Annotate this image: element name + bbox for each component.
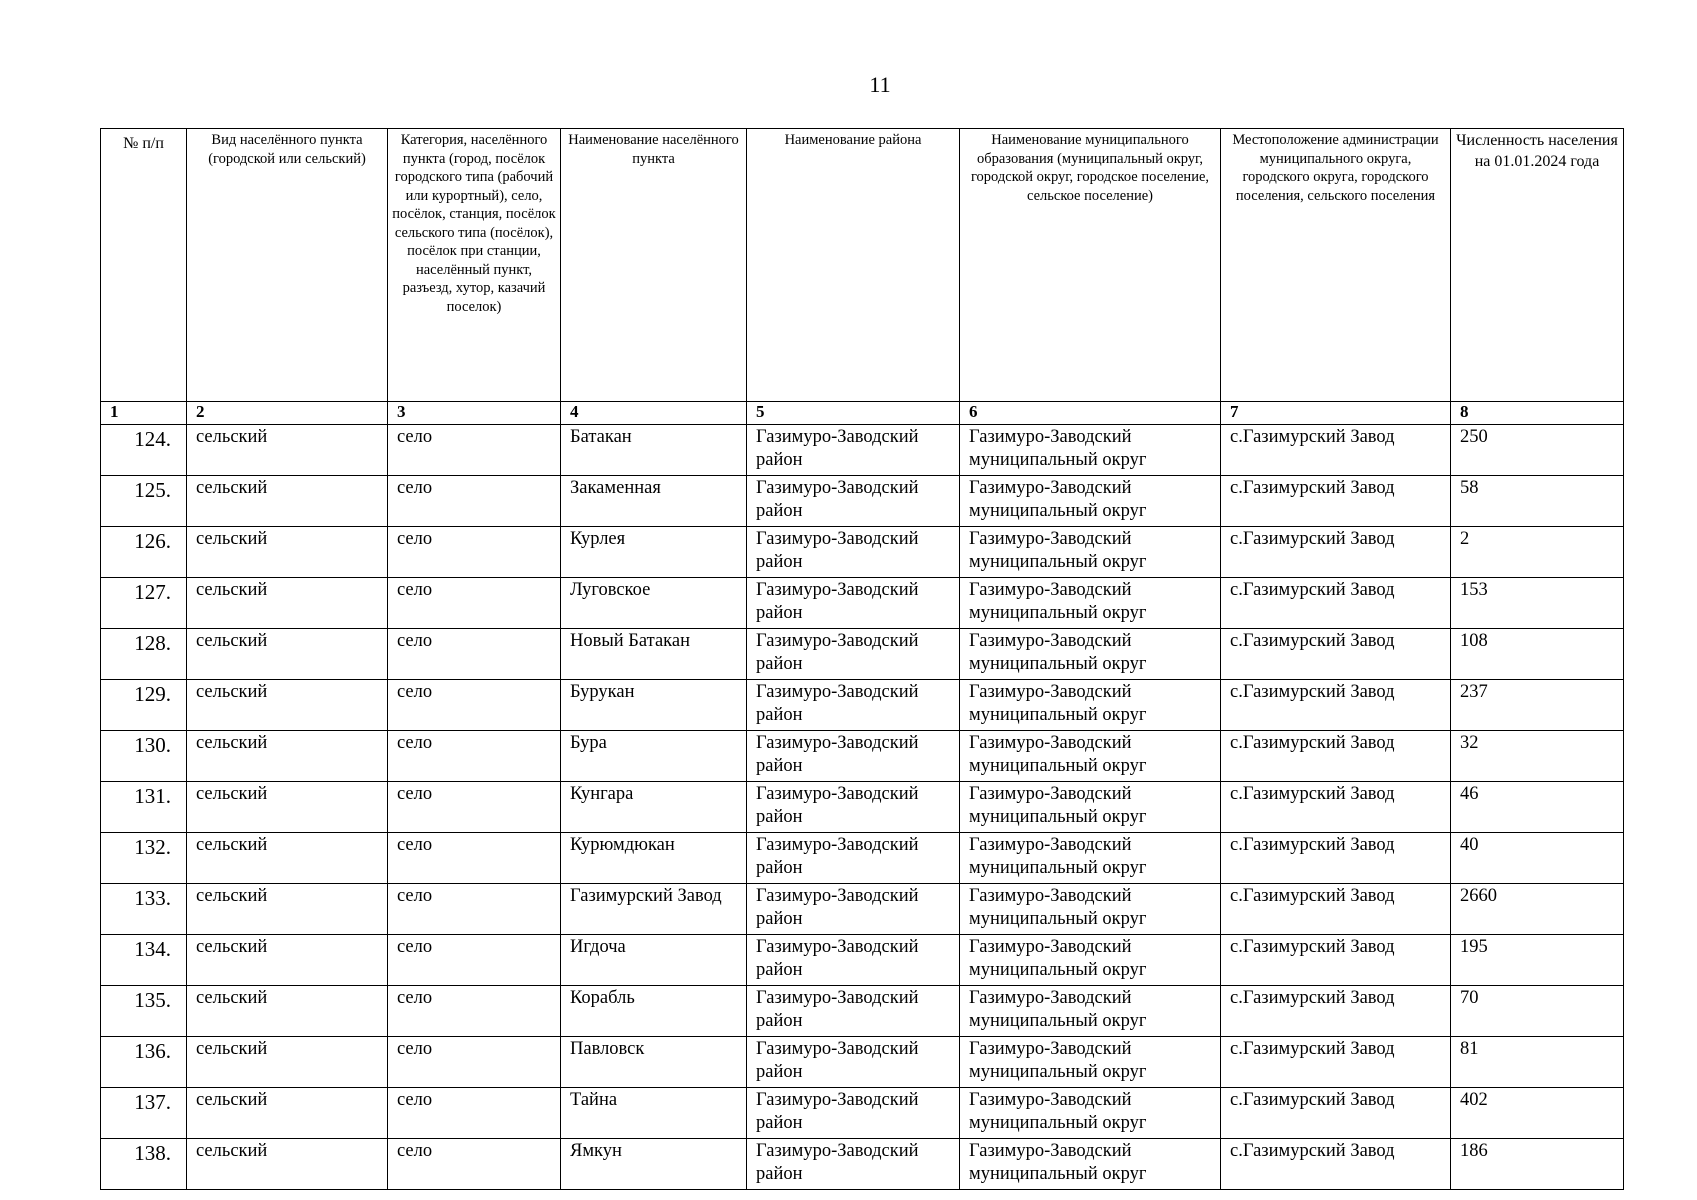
district-name-cell: Газимуро-Заводский район	[747, 935, 960, 986]
table-row	[101, 629, 1624, 680]
settlement-name-cell: Луговское	[561, 578, 747, 629]
settlement-kind-cell: сельский	[187, 425, 388, 476]
settlement-kind-cell: сельский	[187, 629, 388, 680]
table-body	[101, 425, 1624, 1190]
municipality-name-cell: Газимуро-Заводский муниципальный округ	[960, 476, 1221, 527]
table-row	[101, 476, 1624, 527]
population-cell: 70	[1451, 986, 1624, 1037]
row-number-cell: 127.	[101, 578, 187, 629]
administration-location-cell: с.Газимурский Завод	[1221, 680, 1451, 731]
row-number-cell: 130.	[101, 731, 187, 782]
municipality-name-cell: Газимуро-Заводский муниципальный округ	[960, 425, 1221, 476]
settlements-table	[100, 128, 1624, 1190]
settlement-name-cell: Кунгара	[561, 782, 747, 833]
table-row	[101, 680, 1624, 731]
municipality-name-cell: Газимуро-Заводский муниципальный округ	[960, 731, 1221, 782]
row-number-cell: 128.	[101, 629, 187, 680]
municipality-name-cell: Газимуро-Заводский муниципальный округ	[960, 1088, 1221, 1139]
population-cell: 402	[1451, 1088, 1624, 1139]
district-name-cell: Газимуро-Заводский район	[747, 680, 960, 731]
header-row	[101, 129, 1624, 402]
column-number: 6	[960, 402, 1221, 425]
table-row	[101, 1037, 1624, 1088]
table-row	[101, 731, 1624, 782]
administration-location-cell: с.Газимурский Завод	[1221, 731, 1451, 782]
settlement-category-cell: село	[388, 935, 561, 986]
settlement-name-cell: Курюмдюкан	[561, 833, 747, 884]
settlement-kind-cell: сельский	[187, 1139, 388, 1190]
settlement-name-cell: Новый Батакан	[561, 629, 747, 680]
row-number-cell: 132.	[101, 833, 187, 884]
municipality-name-cell: Газимуро-Заводский муниципальный округ	[960, 1037, 1221, 1088]
settlement-name-cell: Павловск	[561, 1037, 747, 1088]
settlement-name-cell: Закаменная	[561, 476, 747, 527]
header-district-name: Наименование района	[747, 129, 960, 402]
settlement-kind-cell: сельский	[187, 833, 388, 884]
municipality-name-cell: Газимуро-Заводский муниципальный округ	[960, 833, 1221, 884]
municipality-name-cell: Газимуро-Заводский муниципальный округ	[960, 935, 1221, 986]
municipality-name-cell: Газимуро-Заводский муниципальный округ	[960, 680, 1221, 731]
column-number-row	[101, 402, 1624, 425]
settlement-category-cell: село	[388, 1037, 561, 1088]
municipality-name-cell: Газимуро-Заводский муниципальный округ	[960, 527, 1221, 578]
settlement-kind-cell: сельский	[187, 884, 388, 935]
municipality-name-cell: Газимуро-Заводский муниципальный округ	[960, 986, 1221, 1037]
row-number-cell: 126.	[101, 527, 187, 578]
district-name-cell: Газимуро-Заводский район	[747, 1139, 960, 1190]
municipality-name-cell: Газимуро-Заводский муниципальный округ	[960, 782, 1221, 833]
district-name-cell: Газимуро-Заводский район	[747, 1088, 960, 1139]
column-number: 7	[1221, 402, 1451, 425]
settlement-kind-cell: сельский	[187, 1088, 388, 1139]
header-settlement-category: Категория, населённого пункта (город, посёлок городского типа (рабочий или курортный), село, посёлок, станция, посёлок сельского типа (посёлок), посёлок при станции, населённый пункт, разъезд, хутор, казачий поселок)	[388, 129, 561, 402]
settlement-name-cell: Бура	[561, 731, 747, 782]
district-name-cell: Газимуро-Заводский район	[747, 425, 960, 476]
settlement-category-cell: село	[388, 986, 561, 1037]
population-cell: 2660	[1451, 884, 1624, 935]
row-number-cell: 136.	[101, 1037, 187, 1088]
settlement-name-cell: Игдоча	[561, 935, 747, 986]
administration-location-cell: с.Газимурский Завод	[1221, 935, 1451, 986]
settlement-kind-cell: сельский	[187, 731, 388, 782]
district-name-cell: Газимуро-Заводский район	[747, 1037, 960, 1088]
settlement-category-cell: село	[388, 578, 561, 629]
table-row	[101, 935, 1624, 986]
population-cell: 32	[1451, 731, 1624, 782]
table-row	[101, 425, 1624, 476]
column-number: 2	[187, 402, 388, 425]
administration-location-cell: с.Газимурский Завод	[1221, 782, 1451, 833]
population-cell: 81	[1451, 1037, 1624, 1088]
settlement-category-cell: село	[388, 425, 561, 476]
settlement-category-cell: село	[388, 782, 561, 833]
administration-location-cell: с.Газимурский Завод	[1221, 884, 1451, 935]
municipality-name-cell: Газимуро-Заводский муниципальный округ	[960, 1139, 1221, 1190]
settlement-kind-cell: сельский	[187, 935, 388, 986]
settlement-category-cell: село	[388, 527, 561, 578]
settlement-kind-cell: сельский	[187, 476, 388, 527]
settlement-name-cell: Батакан	[561, 425, 747, 476]
settlement-name-cell: Тайна	[561, 1088, 747, 1139]
population-cell: 58	[1451, 476, 1624, 527]
header-municipality-name: Наименование муниципального образования (муниципальный округ, городской округ, городское поселение, сельское поселение)	[960, 129, 1221, 402]
settlement-category-cell: село	[388, 1088, 561, 1139]
column-number: 1	[101, 402, 187, 425]
settlement-category-cell: село	[388, 680, 561, 731]
row-number-cell: 137.	[101, 1088, 187, 1139]
administration-location-cell: с.Газимурский Завод	[1221, 527, 1451, 578]
settlement-category-cell: село	[388, 884, 561, 935]
administration-location-cell: с.Газимурский Завод	[1221, 425, 1451, 476]
row-number-cell: 133.	[101, 884, 187, 935]
settlement-category-cell: село	[388, 731, 561, 782]
district-name-cell: Газимуро-Заводский район	[747, 782, 960, 833]
row-number-cell: 129.	[101, 680, 187, 731]
population-cell: 237	[1451, 680, 1624, 731]
table-row	[101, 833, 1624, 884]
district-name-cell: Газимуро-Заводский район	[747, 578, 960, 629]
population-cell: 153	[1451, 578, 1624, 629]
header-population: Численность населения на 01.01.2024 года	[1451, 129, 1624, 402]
district-name-cell: Газимуро-Заводский район	[747, 476, 960, 527]
column-number: 5	[747, 402, 960, 425]
settlement-category-cell: село	[388, 629, 561, 680]
column-number: 3	[388, 402, 561, 425]
municipality-name-cell: Газимуро-Заводский муниципальный округ	[960, 884, 1221, 935]
header-settlement-name: Наименование населённого пункта	[561, 129, 747, 402]
administration-location-cell: с.Газимурский Завод	[1221, 578, 1451, 629]
settlement-category-cell: село	[388, 1139, 561, 1190]
population-cell: 250	[1451, 425, 1624, 476]
district-name-cell: Газимуро-Заводский район	[747, 629, 960, 680]
page-number: 11	[869, 72, 891, 97]
district-name-cell: Газимуро-Заводский район	[747, 884, 960, 935]
settlement-kind-cell: сельский	[187, 1037, 388, 1088]
settlement-name-cell: Газимурский Завод	[561, 884, 747, 935]
header-settlement-kind: Вид населённого пункта (городской или сельский)	[187, 129, 388, 402]
administration-location-cell: с.Газимурский Завод	[1221, 1037, 1451, 1088]
administration-location-cell: с.Газимурский Завод	[1221, 476, 1451, 527]
population-cell: 40	[1451, 833, 1624, 884]
population-cell: 108	[1451, 629, 1624, 680]
settlement-kind-cell: сельский	[187, 986, 388, 1037]
settlement-kind-cell: сельский	[187, 782, 388, 833]
population-cell: 46	[1451, 782, 1624, 833]
table-row	[101, 1088, 1624, 1139]
administration-location-cell: с.Газимурский Завод	[1221, 629, 1451, 680]
row-number-cell: 125.	[101, 476, 187, 527]
settlement-category-cell: село	[388, 833, 561, 884]
administration-location-cell: с.Газимурский Завод	[1221, 1139, 1451, 1190]
settlement-name-cell: Корабль	[561, 986, 747, 1037]
row-number-cell: 124.	[101, 425, 187, 476]
table-row	[101, 986, 1624, 1037]
settlement-name-cell: Ямкун	[561, 1139, 747, 1190]
settlement-category-cell: село	[388, 476, 561, 527]
settlement-kind-cell: сельский	[187, 680, 388, 731]
settlement-name-cell: Бурукан	[561, 680, 747, 731]
population-cell: 2	[1451, 527, 1624, 578]
administration-location-cell: с.Газимурский Завод	[1221, 833, 1451, 884]
header-administration-location: Местоположение администрации муниципального округа, городского округа, городского поселения, сельского поселения	[1221, 129, 1451, 402]
district-name-cell: Газимуро-Заводский район	[747, 986, 960, 1037]
population-cell: 186	[1451, 1139, 1624, 1190]
district-name-cell: Газимуро-Заводский район	[747, 527, 960, 578]
table-row	[101, 782, 1624, 833]
settlement-kind-cell: сельский	[187, 527, 388, 578]
row-number-cell: 138.	[101, 1139, 187, 1190]
row-number-cell: 131.	[101, 782, 187, 833]
row-number-cell: 135.	[101, 986, 187, 1037]
row-number-cell: 134.	[101, 935, 187, 986]
column-number: 8	[1451, 402, 1624, 425]
header-number: № п/п	[101, 129, 187, 402]
table-row	[101, 527, 1624, 578]
district-name-cell: Газимуро-Заводский район	[747, 833, 960, 884]
settlement-name-cell: Курлея	[561, 527, 747, 578]
municipality-name-cell: Газимуро-Заводский муниципальный округ	[960, 578, 1221, 629]
administration-location-cell: с.Газимурский Завод	[1221, 986, 1451, 1037]
population-cell: 195	[1451, 935, 1624, 986]
administration-location-cell: с.Газимурский Завод	[1221, 1088, 1451, 1139]
column-number: 4	[561, 402, 747, 425]
settlement-kind-cell: сельский	[187, 578, 388, 629]
table-row	[101, 884, 1624, 935]
table-row	[101, 578, 1624, 629]
table-row	[101, 1139, 1624, 1190]
municipality-name-cell: Газимуро-Заводский муниципальный округ	[960, 629, 1221, 680]
district-name-cell: Газимуро-Заводский район	[747, 731, 960, 782]
